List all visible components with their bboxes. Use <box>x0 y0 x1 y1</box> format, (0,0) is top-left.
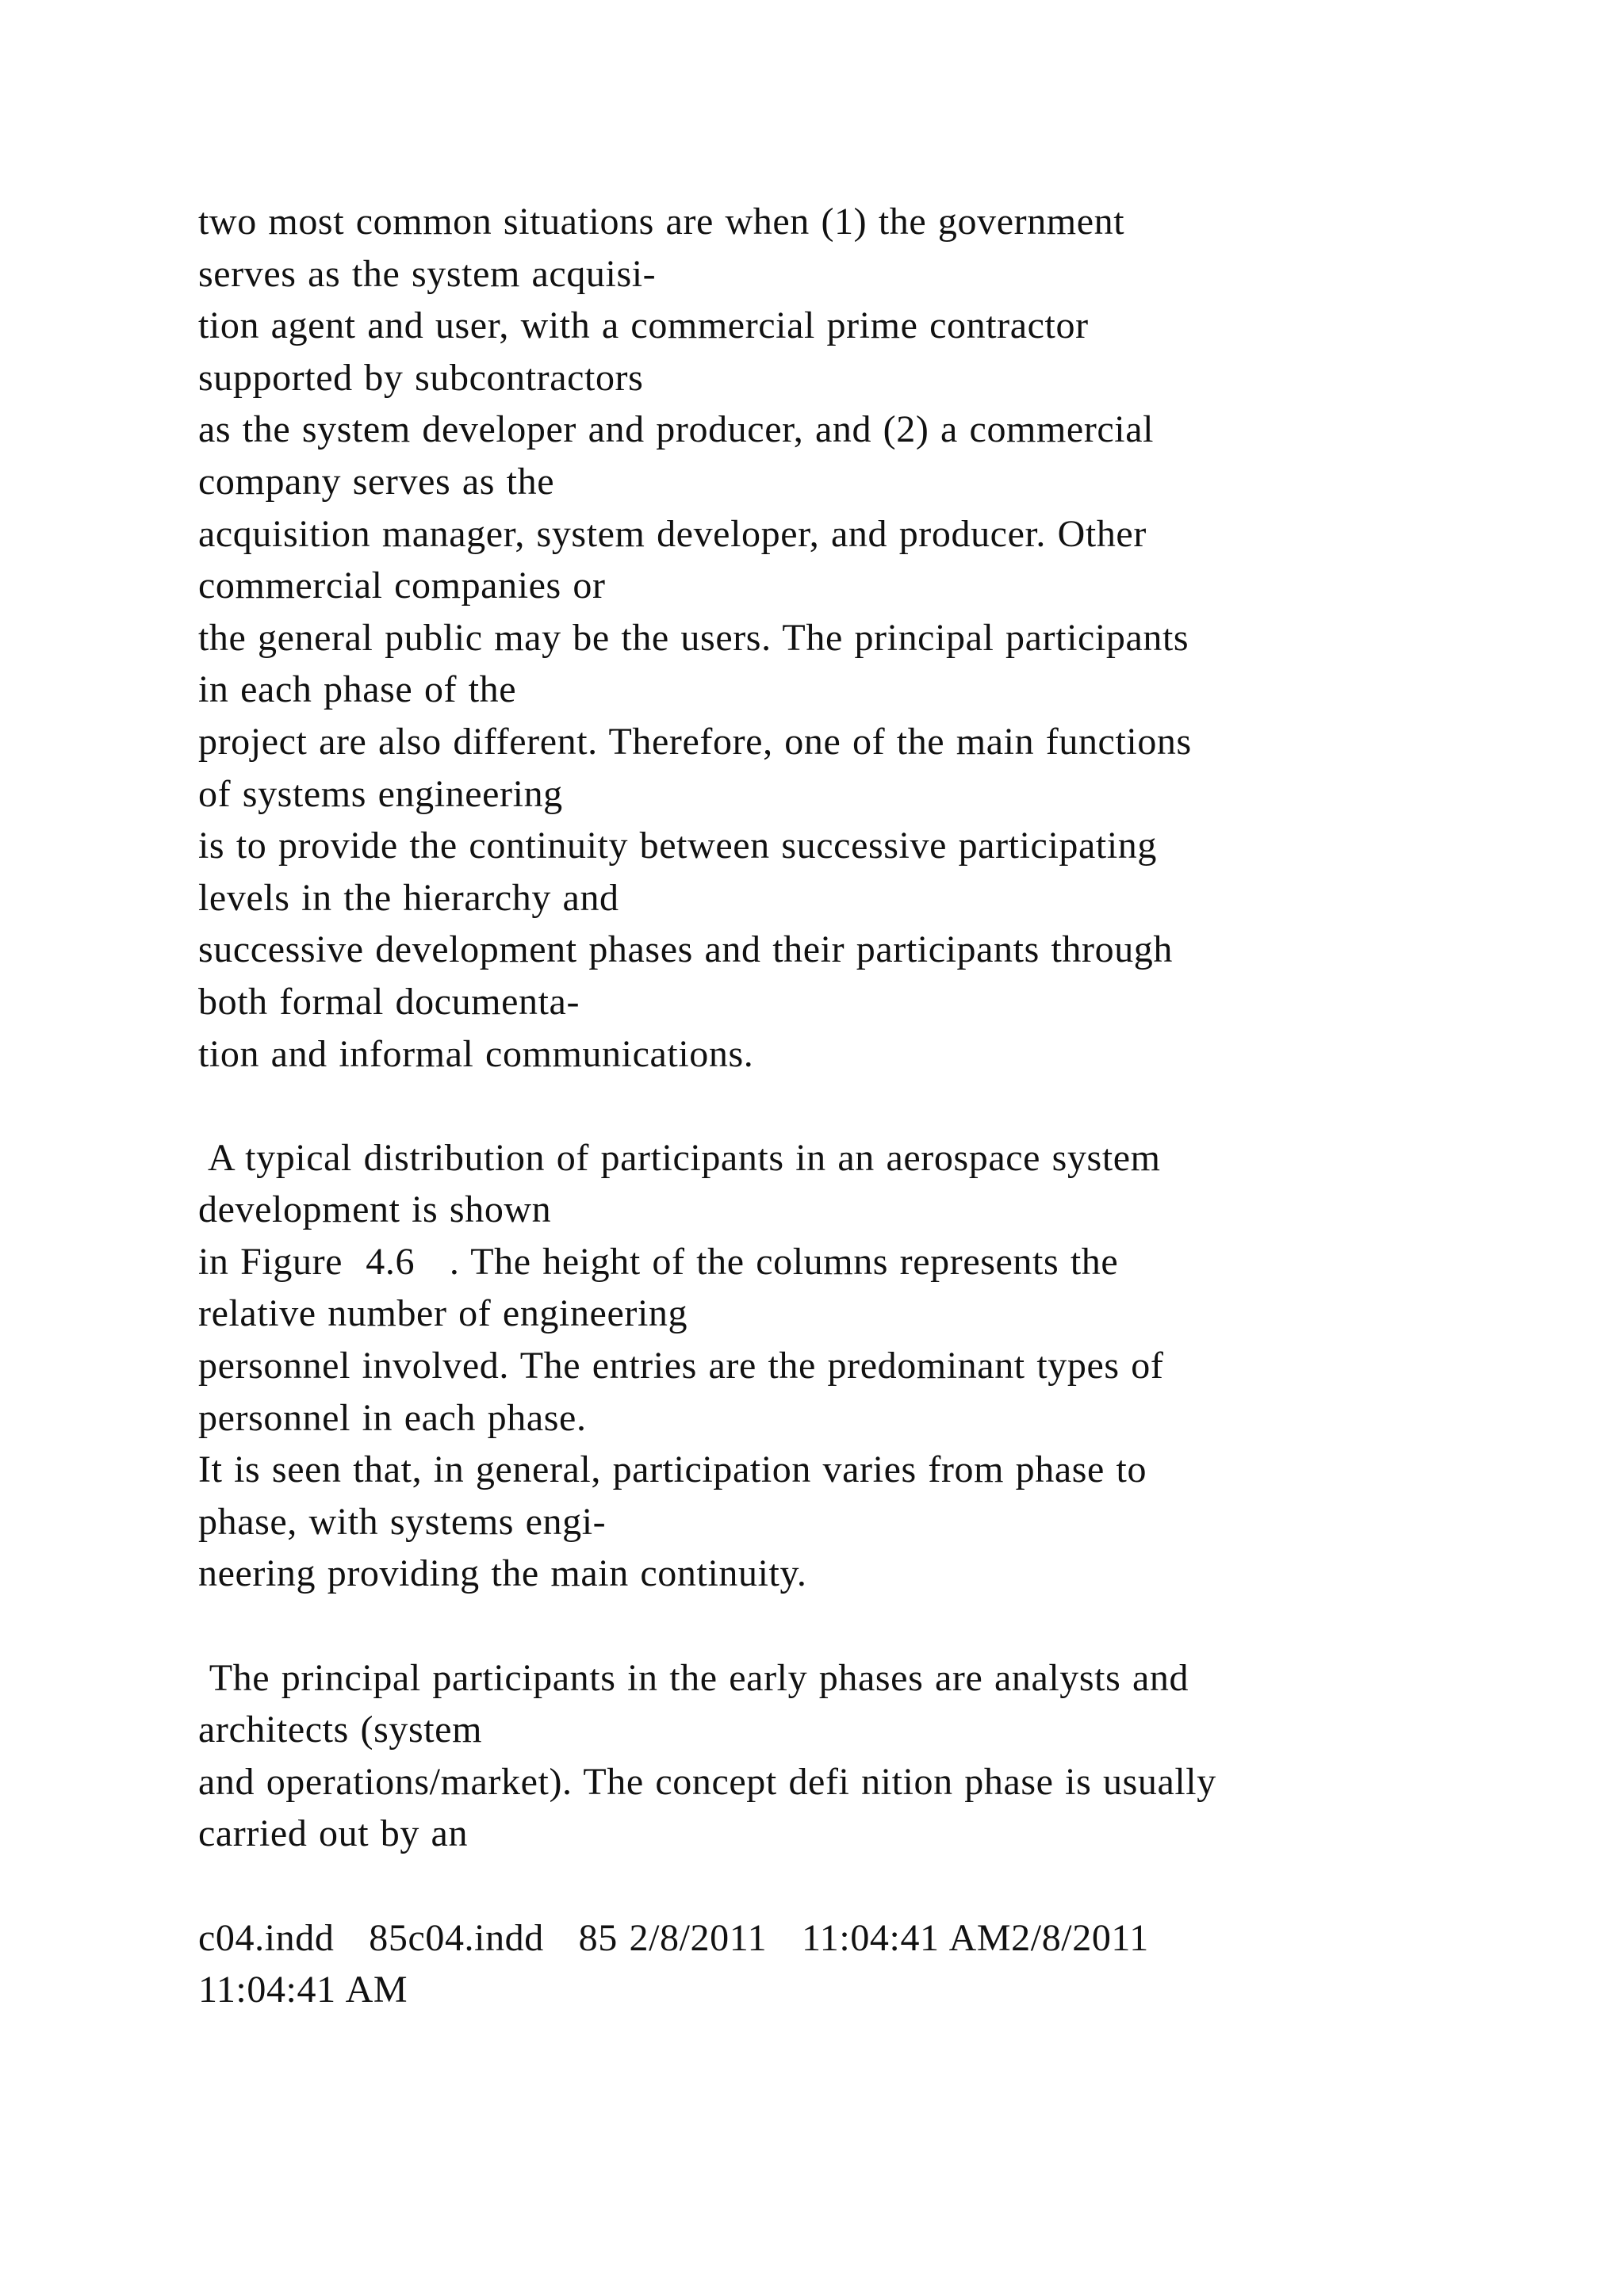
footer-line: c04.indd 85c04.indd 85 2/8/2011 11:04:41 AM2/8/2011 <box>198 1916 1149 1959</box>
text-line: both formal documenta- <box>198 980 580 1023</box>
text-line: It is seen that, in general, participation varies from phase to <box>198 1448 1147 1491</box>
text-line: serves as the system acquisi- <box>198 252 657 295</box>
text-line: levels in the hierarchy and <box>198 876 619 919</box>
text-line: development is shown <box>198 1188 552 1231</box>
paragraph-3 <box>198 1652 1546 1860</box>
text-line: acquisition manager, system developer, and producer. Other <box>198 512 1147 555</box>
text-line: A typical distribution of participants in an aerospace system <box>198 1136 1161 1179</box>
text-line: supported by subcontractors <box>198 356 644 399</box>
text-line: and operations/market). The concept defi nition phase is usually <box>198 1760 1216 1803</box>
text-line: personnel involved. The entries are the predominant types of <box>198 1345 1164 1387</box>
text-line: in Figure 4.6 . The height of the columns represents the <box>198 1240 1119 1283</box>
text-line: successive development phases and their participants through <box>198 928 1173 971</box>
text-line: project are also different. Therefore, one of the main functions <box>198 720 1192 763</box>
text-line: is to provide the continuity between successive participating <box>198 825 1157 867</box>
text-line: architects (system <box>198 1709 483 1751</box>
text-line: relative number of engineering <box>198 1292 688 1335</box>
text-line: carried out by an <box>198 1812 469 1855</box>
text-line: in each phase of the <box>198 668 517 711</box>
text-line: The principal participants in the early phases are analysts and <box>198 1656 1189 1699</box>
paragraph-spacer <box>198 1860 1546 1912</box>
paragraph-1 <box>198 196 1546 1080</box>
file-footer <box>198 1912 1546 2016</box>
text-line: of systems engineering <box>198 772 563 815</box>
paragraph-spacer <box>198 1600 1546 1652</box>
text-line: the general public may be the users. The principal participants <box>198 616 1189 659</box>
text-line: tion and informal communications. <box>198 1032 754 1075</box>
text-line: company serves as the <box>198 460 555 503</box>
paragraph-spacer <box>198 1080 1546 1132</box>
text-line: personnel in each phase. <box>198 1396 587 1439</box>
paragraph-2 <box>198 1132 1546 1600</box>
text-line: phase, with systems engi- <box>198 1500 607 1543</box>
text-line: commercial companies or <box>198 564 606 607</box>
document-body <box>198 196 1546 2016</box>
text-line: as the system developer and producer, and (2) a commercial <box>198 408 1155 451</box>
footer-line: 11:04:41 AM <box>198 1969 408 2011</box>
text-line: two most common situations are when (1) the government <box>198 201 1125 243</box>
text-line: neering providing the main continuity. <box>198 1552 807 1595</box>
text-line: tion agent and user, with a commercial prime contractor <box>198 304 1089 347</box>
